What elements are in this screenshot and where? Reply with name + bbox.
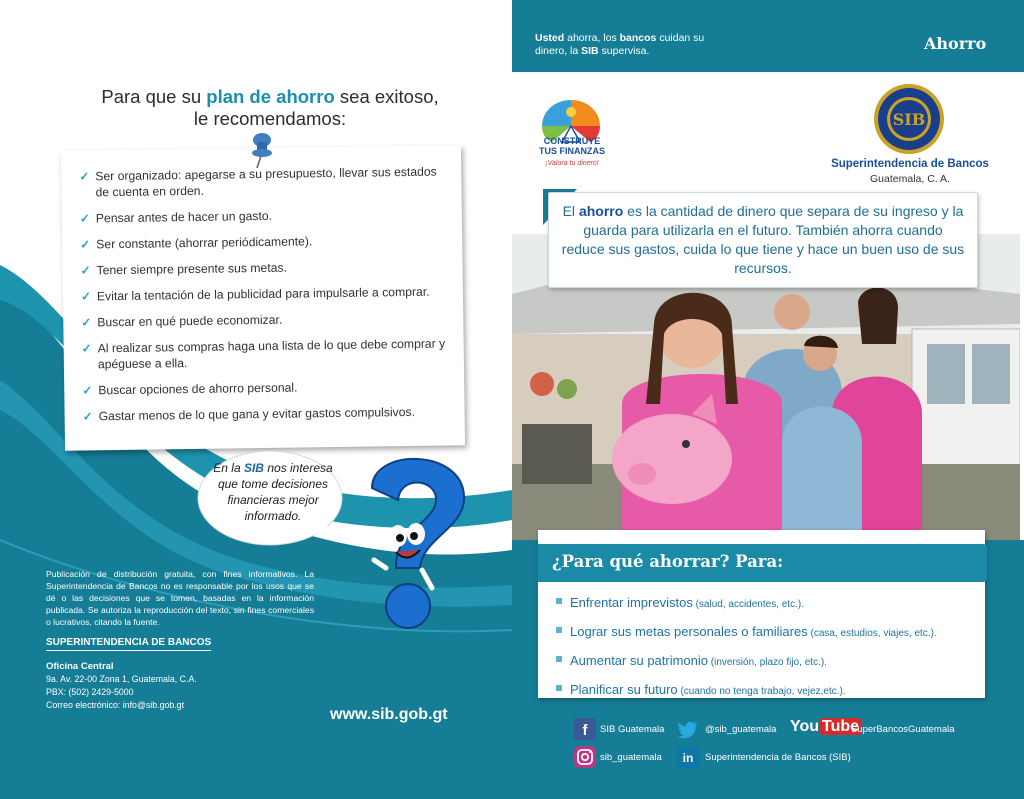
speech-bubble bbox=[196, 448, 350, 558]
bullet-square-icon bbox=[556, 685, 562, 691]
ahorro-definition: El ahorro es la cantidad de dinero que separa de su ingreso y la guarda para utilizarla en el futuro. También ahorra cuando reduce sus gastos, cuida lo que tiene y hace un buen uso de sus recursos. bbox=[561, 203, 965, 276]
check-icon: ✓ bbox=[79, 169, 90, 184]
list-item: Aumentar su patrimonio (inversión, plazo fijo, etc.). bbox=[556, 652, 937, 670]
why-save-heading: ¿Para qué ahorrar? Para: bbox=[552, 552, 784, 571]
twitter-label[interactable]: @sib_guatemala bbox=[705, 724, 777, 735]
org-heading: SUPERINTENDENCIA DE BANCOS bbox=[46, 637, 211, 651]
website-link[interactable]: www.sib.gob.gt bbox=[330, 706, 448, 723]
sib-location: Guatemala, C. A. bbox=[870, 173, 950, 185]
check-icon: ✓ bbox=[82, 409, 93, 424]
facebook-label[interactable]: SIB Guatemala bbox=[600, 724, 665, 735]
tip-item: ✓ Al realizar sus compras haga una lista de lo que debe comprar y apéguese a ella. bbox=[81, 336, 446, 372]
sib-name: Superintendencia de Bancos bbox=[831, 158, 989, 170]
bullet-square-icon bbox=[556, 598, 562, 604]
bullet-square-icon bbox=[556, 627, 562, 633]
instagram-icon[interactable] bbox=[574, 746, 596, 768]
tips-title-highlight: plan de ahorro bbox=[206, 86, 335, 107]
tagline: Usted ahorra, los bancos cuidan su dinero, la SIB supervisa. bbox=[535, 32, 705, 57]
phone: PBX: (502) 2429-5000 bbox=[46, 687, 134, 697]
youtube-icon[interactable]: You Tube bbox=[790, 718, 862, 736]
ahorro-definition-box bbox=[548, 192, 978, 288]
check-icon: ✓ bbox=[80, 263, 91, 278]
svg-text:in: in bbox=[682, 751, 694, 765]
email[interactable]: Correo electrónico: info@sib.gob.gt bbox=[46, 700, 185, 710]
list-item: Planificar su futuro (cuando no tenga trabajo, vejez,etc.). bbox=[556, 681, 937, 699]
check-icon: ✓ bbox=[80, 289, 92, 304]
tips-title-pre: Para que su bbox=[101, 86, 207, 107]
disclaimer-text: Publicación de distribución gratuita, con fines informativos. La Superintendencia de Bancos no es responsable por los usos que se dé o las decisiones que se tomen, basadas en la información publicada. Se autoriza la reproducción del texto, sin fines comerciales o lucrativos, citando la fuente. bbox=[46, 569, 314, 627]
why-save-card bbox=[538, 530, 985, 698]
tips-title-line2: le recomendamos: bbox=[193, 108, 347, 129]
tip-item: ✓ Gastar menos de lo que gana y evitar gastos compulsivos. bbox=[82, 404, 416, 424]
tips-list bbox=[61, 145, 465, 425]
check-icon: ✓ bbox=[80, 237, 91, 252]
tips-card bbox=[61, 145, 465, 451]
check-icon: ✓ bbox=[79, 211, 91, 226]
ctf-slogan: ¡Valora tu dinero! bbox=[545, 160, 599, 167]
office-label: Oficina Central bbox=[46, 661, 114, 672]
why-save-list bbox=[556, 594, 937, 710]
tips-title bbox=[60, 86, 480, 130]
linkedin-icon[interactable] bbox=[677, 746, 699, 768]
check-icon: ✓ bbox=[81, 315, 92, 330]
bullet-square-icon bbox=[556, 656, 562, 662]
check-icon: ✓ bbox=[82, 383, 93, 398]
tip-item: ✓ Pensar antes de hacer un gasto. bbox=[79, 208, 273, 226]
tip-item: ✓ Ser constante (ahorrar periódicamente). bbox=[80, 234, 313, 252]
youtube-label[interactable]: SuperBancosGuatemala bbox=[851, 724, 955, 735]
svg-text:f: f bbox=[582, 722, 588, 739]
address: 9a. Av. 22-00 Zona 1, Guatemala, C.A. bbox=[46, 674, 197, 684]
question-mark-mascot-icon bbox=[352, 448, 482, 648]
linkedin-label[interactable]: Superintendencia de Bancos (SIB) bbox=[705, 752, 851, 763]
pushpin-icon bbox=[246, 130, 276, 170]
check-icon: ✓ bbox=[81, 341, 92, 356]
list-item: Enfrentar imprevistos (salud, accidentes, etc.). bbox=[556, 594, 937, 612]
tip-item: ✓ Evitar la tentación de la publicidad para impulsarle a comprar. bbox=[80, 284, 430, 304]
page-title: Ahorro bbox=[924, 34, 987, 53]
top-band-left bbox=[0, 0, 512, 72]
tip-item: ✓ Buscar en qué puede economizar. bbox=[81, 312, 283, 330]
sib-seal-logo bbox=[873, 83, 945, 155]
tip-item: ✓ Buscar opciones de ahorro personal. bbox=[82, 380, 298, 398]
instagram-label[interactable]: sib_guatemala bbox=[600, 752, 662, 763]
contact-block bbox=[46, 660, 197, 712]
why-save-header bbox=[538, 544, 987, 582]
ctf-logo-text: CONSTRUYE TUS FINANZAS bbox=[539, 136, 605, 156]
seal-text: SIB bbox=[892, 110, 926, 129]
tip-item: ✓ Ser organizado: apegarse a su presupuesto, llevar sus estados de cuenta en orden. bbox=[79, 164, 437, 200]
list-item: Lograr sus metas personales o familiares (casa, estudios, viajes, etc.). bbox=[556, 623, 937, 641]
tip-item: ✓ Tener siempre presente sus metas. bbox=[80, 260, 288, 278]
twitter-icon[interactable] bbox=[677, 718, 699, 740]
bubble-text: En la SIB nos interesa que tome decisiones financieras mejor informado. bbox=[213, 461, 333, 523]
tips-title-post: sea exitoso, bbox=[334, 86, 439, 107]
facebook-icon[interactable] bbox=[574, 718, 596, 740]
